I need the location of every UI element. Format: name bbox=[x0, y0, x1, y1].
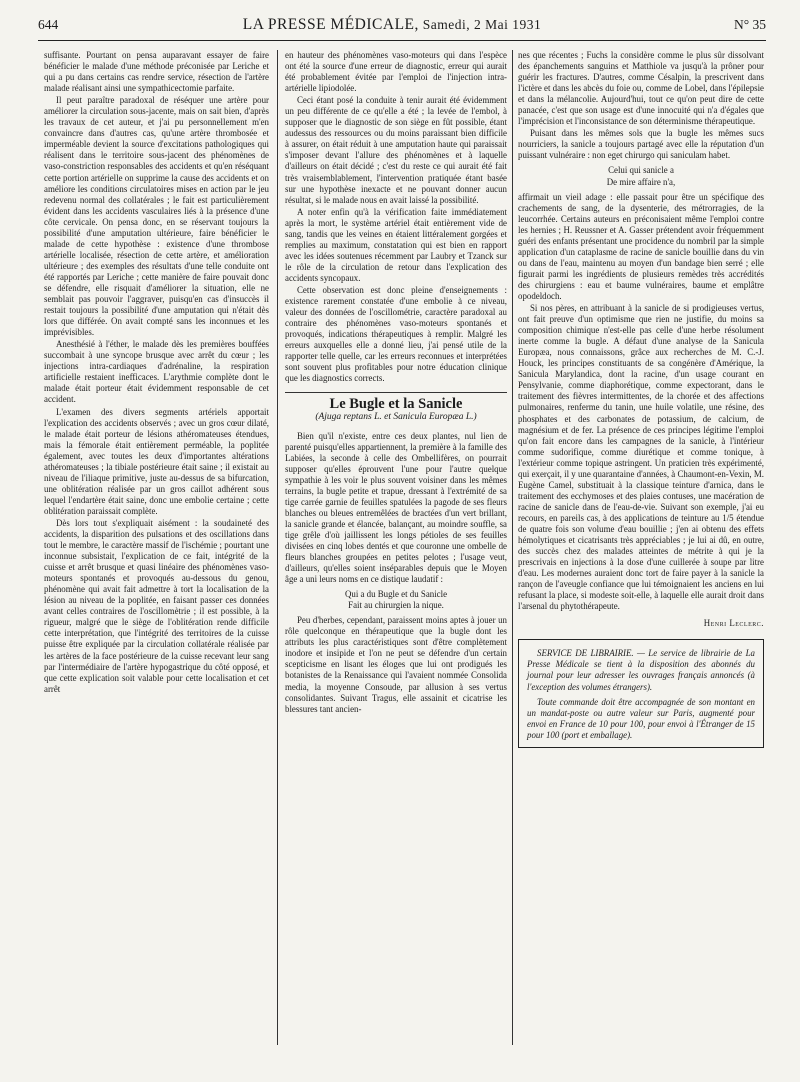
paragraph: affirmait un vieil adage : elle passait pour être un spécifique des crachements de sang, de la dysenterie, des métrorragies, de la leucorrhée. Certains auteurs en préconisaient même l'emploi contre les hernies ; H. Reussner et A. Gasser prétendent avoir fréquemment guéri des enfants présentant une procidence du nombril par la simple application d'un cataplasme de racine de sanicle bouillie dans du vin ou dans de l'eau, maintenu au moyen d'un bandage bien serré ; elle figurait parmi les ingrédients de plusieurs remèdes très accrédités des chirurgiens : eau et baume vulnéraires, baume et emplâtre opodeldoch. bbox=[518, 191, 764, 301]
paragraph: L'examen des divers segments artériels apportait l'explication des accidents observés ; avec un gros cœur dilaté, le malade était porteur de lésions athéromateuses étendues, mais la fémorale était entièrement perméable, la poplitée également, avec toutes les deux d'importantes altérations athéromateuses ; la tibiale postérieure était saine ; il existait au niveau de l'iliaque primitive, juste au-dessus de sa bifurcation, une oblitération réalisée par un gros caillot adhérent sous lequel l'endartère était saine, donc une embolie certaine ; cette oblitération paraissait complète. bbox=[44, 406, 269, 516]
article-title: Le Bugle et la Sanicle bbox=[329, 396, 463, 413]
paragraph: nes que récentes ; Fuchs la considère comme le plus sûr dissolvant des épanchements sanguins et Matthiole va jusqu'à la prôner pour guérir les fractures. D'autres, comme Césalpin, la prescrivent dans l'ictère et dans les abcès du foie ou, comme de Lobel, dans l'épilepsie et dans la mélancolie. Aujourd'hui, tout ce qu'on peut dire de cette panacée, c'est que son usage est d'une innocuité qui n'a d'égales que l'imprécision et l'inconsistance de son déterminisme thérapeutique. bbox=[518, 50, 764, 127]
paragraph: suffisante. Pourtant on pensa auparavant essayer de faire bénéficier le malade d'une méthode préconisée par Leriche et qui a pu dans certains cas rendre service, résection de l'artère malade réalisant ainsi une sympathicectomie parfaite. bbox=[44, 50, 269, 94]
quote-line: Qui a du Bugle et du Sanicle bbox=[344, 589, 448, 600]
author-signature: Henri Leclerc. bbox=[703, 618, 764, 629]
distich-quote bbox=[285, 589, 507, 611]
page-number: 644 bbox=[38, 17, 59, 32]
paragraph: Si nos pères, en attribuant à la sanicle de si prodigieuses vertus, ont fait preuve d'un optimisme que rien ne justifie, du moins sa composition chimique n'est-elle pas celle d'une herbe résolument inerte comme la bugle. A défaut d'une analyse de la Sanicula Europæa, nous connaissons, grâce aux recherches de M. C.-J. Houck, les principes constituants de sa congénère d'Amérique, la Sanicula Marylandica, dont la racine, d'un usage courant en Pensylvanie, comme diaphorétique, comme expectorant, dans le traitement des fièvres intermittentes, de la chorée et des affections pulmonaires, renferme du tanin, une huile volatile, une résine, des phosphates et des carbonates de potassium, de calcium, de magnésium et de fer. La présence de ces principes légitime l'emploi qu'on fait encore dans les campagnes de la sanicle, à l'intérieur comme sudorifique, comme diurétique et comme tonique, à l'extérieur comme topique astringent. Un praticien très expérimenté, qui exerçait, il y une quarantaine d'années, à Chaumont-en-Vexin, M. Eugène Camel, substituait à la classique teinture d'arnica, dans le traitement des ecchymoses et des plaies contuses, une macération de racine de sanicle dans de l'eau-de-vie. Suivant son exemple, j'ai eu recours, en pareils cas, à des applications de teinture au 1/5 étendue de quatre fois son volume d'eau bouillie ; j'en ai obtenu des effets hémolytiques et cicatrisants très appréciables ; je lui ai dû, en outre, des succès chez des malades atteintes de métrite à qui je la prescrivais en injections à la dose d'une cuillerée à soupe par litre d'eau. Les modernes auraient donc tort de faire payer à la sanicle la rançon de l'aveugle confiance que lui témoignaient les anciens en lui refusant la place, si modeste soit-elle, à laquelle elle aurait droit dans l'arsenal du phytothérapeute. bbox=[518, 303, 764, 612]
column-2 bbox=[285, 50, 507, 715]
column-1 bbox=[44, 50, 269, 695]
notice-paragraph: SERVICE DE LIBRAIRIE. — Le service de librairie de La Presse Médicale se tient à la disposition des abonnés du journal pour leur adresser les ouvrages français annoncés (à l'exception des volumes étrangers). bbox=[527, 648, 755, 692]
quote-line: Fait au chirurgien la nique. bbox=[348, 600, 444, 611]
running-title bbox=[98, 16, 686, 34]
notice-paragraph: Toute commande doit être accompagnée de son montant en un mandat-poste ou autre valeur sur Paris, augmenté pour envoi en France de 10 pour 100, pour envoi à l'Étranger de 15 pour 100 (port et emballage). bbox=[527, 696, 755, 740]
column-rule bbox=[512, 50, 513, 1045]
paragraph: Bien qu'il n'existe, entre ces deux plantes, nul lien de parenté puisqu'elles appartiennent, la première à la famille des Labiées, la seconde à celle des Ombellifères, on pourrait supposer qu'elles éprouvent l'une pour l'autre quelque sympathie à les voir le plus souvent voisiner dans les mêmes terrains, la bugle petite et trapue, dressant à l'extrémité de sa tige carrée garnie de feuilles spatulées la pagode de ses fleurs blanches ou bleues entremêlées de bractées d'un vert brillant, la sanicle grande et élancée, balançant, au moindre souffle, sa tige grêle d'où jaillissent les longs pétioles de ses feuilles divisées en cinq lobes dentés et que couronne une ombelle de fleurs blanches groupées en petites pelotes ; l'usage veut, d'ailleurs, qu'elles soient inséparables depuis que le Moyen âge a uni leurs noms en ce distique laudatif : bbox=[285, 430, 507, 585]
article-subtitle: (Ajuga reptans L. et Sanicula Europæa L.) bbox=[315, 412, 477, 423]
paragraph: Il peut paraître paradoxal de réséquer une artère pour améliorer la circulation sous-jacente, mais on sait bien, d'après les travaux de cet auteur, et j'ai pu personnellement m'en convaincre dans d'autres cas, qu'une artère thrombosée et imperméable devient la source d'excitations pathologiques qui réalisent dans le territoire sous-jacent des phénomènes de vaso-constriction responsables des accidents et qu'en réséquant cette portion artérielle on supprime la cause des accidents et on améliore les conditions circulatoires mises en action par le jeu redevenu normal des collatérales ; le fait est particulièrement évident dans les accidents vasculaires liés à la présence d'une côte cervicale. On pensa donc, en se réservant toujours la possibilité d'une amputation ultérieure, faire bénéficier le malade de cette hypothèse : existence d'une thrombose artérielle localisée, résection de cette artère, et amélioration ultérieure ; des exemples des résultats d'une telle conduite ont été rapportés par Leriche ; cette manière de faire pouvait donc se défendre, elle risquait d'améliorer la situation, elle ne semblait pas pouvoir l'aggraver, puisqu'en cas d'insuccès il restait toujours la possibilité d'une amputation qui n'était dès lors que différée. On avait compté sans les inconnues et les imprévisibles. bbox=[44, 95, 269, 338]
page-header bbox=[38, 14, 766, 41]
quote-line: De mire affaire n'a, bbox=[606, 176, 676, 187]
bookshop-notice bbox=[518, 639, 764, 747]
section-divider bbox=[285, 392, 507, 393]
paragraph: Anesthésié à l'éther, le malade dès les premières bouffées succombait à une syncope brusque avec arrêt du cœur ; les injections intra-cardiaques d'adrénaline, la respiration artificielle restaient inefficaces. L'arythmie complète dont le malade était porteur était évidemment responsable de cet accident. bbox=[44, 339, 269, 405]
quote-line: Celui qui sanicle a bbox=[608, 165, 674, 176]
paragraph: Puisant dans les mêmes sols que la bugle les mêmes sucs nourriciers, la sanicle a toujours partagé avec elle la réputation d'un puissant vulnéraire : non eget chirurgo qui saniculam habet. bbox=[518, 128, 764, 161]
paragraph: Peu d'herbes, cependant, paraissent moins aptes à jouer un rôle quelconque en thérapeutique que la bugle dont les attributs les plus caractéristiques sont d'être complètement inodore et insipide et l'on ne peut se défendre d'un certain scepticisme en lisant les éloges que lui ont prodigués les botanistes de la Renaissance qui l'avaient nommée Consolida media, la moyenne Consoude, par allusion à ses vertus consolidantes. Suivant Tragus, elle assainit et cicatrise les blessures tant ancien- bbox=[285, 615, 507, 714]
paragraph: Cette observation est donc pleine d'enseignements : existence rarement constatée d'une embolie à ce niveau, valeur des données de l'oscillométrie, caractère paradoxal au contraire des phénomènes vaso-moteurs spontanés et provoqués, indications thérapeutiques à remplir. Malgré les erreurs auxquelles elle a donné lieu, j'ai pensé utile de la rapporter telle quelle, car les erreurs reconnues et interprétées sont souvent plus profitables pour notre éducation clinique que les diagnostics corrects. bbox=[285, 284, 507, 384]
column-rule bbox=[277, 50, 278, 1045]
issue-number: N° 35 bbox=[733, 17, 766, 32]
paragraph: Ceci étant posé la conduite à tenir aurait été évidemment un peu différente de ce qu'elle a été ; la levée de l'embol, à supposer que le diagnostic de son siège en fût possible, étant audessus des ressources ou du moins paraissant bien difficile à assurer, on était réduit à une amputation haute qui paraissait s'imposer devant l'allure des phénomènes et à laquelle d'ailleurs on était décidé ; c'est du reste ce qui aurait été fait très vraisemblablement, l'intervention pratiquée étant basée sur une hypothèse inexacte et ne pouvant donner aucun résultat, si le malade nous en avait laissé la possibilité. bbox=[285, 95, 507, 205]
paragraph: A noter enfin qu'à la vérification faite immédiatement après la mort, le système artériel était entièrement vide de sang, tandis que les veines en étaient littéralement gorgées et remplies au maximum, constatation qui est bien en rapport avec les idées soutenues récemment par Laubry et Tzanck sur le rôle de la circulation de retour dans l'explication des accidents syncopaux. bbox=[285, 206, 507, 283]
paragraph: Dès lors tout s'expliquait aisément : la soudaineté des accidents, la disparition des pulsations et des oscillations dans tout le membre, le caractère massif de l'ischémie ; pourtant une inconnue subsistait, l'explication de ce fait, intégrité de la cuisse et arrêt brusque et quasi linéaire des phénomènes vaso-moteurs spontanés et provoqués au-dessous du genou, phénomène qui avait fait admettre à tort la localisation de la lésion au niveau de la poplitée, en faisant passer ces données avant celles contraires de l'oscillomètrie ; il est possible, à la rigueur, malgré que le siège de l'oblitération rende difficile cette interprétation, que l'intégrité des territoires de la cuisse puisse être expliquée par la circulation collatérale réalisée par les artères de la face postérieure de la cuisse recevant leur sang par l'intermédiaire de l'artère hypogastrique du côté opposé, et que cette explication soit valable pour cette localisation et cet arrêt bbox=[44, 517, 269, 694]
paragraph: en hauteur des phénomènes vaso-moteurs qui dans l'espèce ont été la source d'une erreur de diagnostic, erreur qui aurait été probablement évitée par l'emploi de l'injection intra-artérielle lipiodolée. bbox=[285, 50, 507, 94]
adage-quote bbox=[518, 165, 764, 187]
journal-name: LA PRESSE MÉDICALE, bbox=[242, 16, 419, 33]
column-3 bbox=[518, 50, 764, 748]
issue-date: Samedi, 2 Mai 1931 bbox=[422, 17, 542, 32]
